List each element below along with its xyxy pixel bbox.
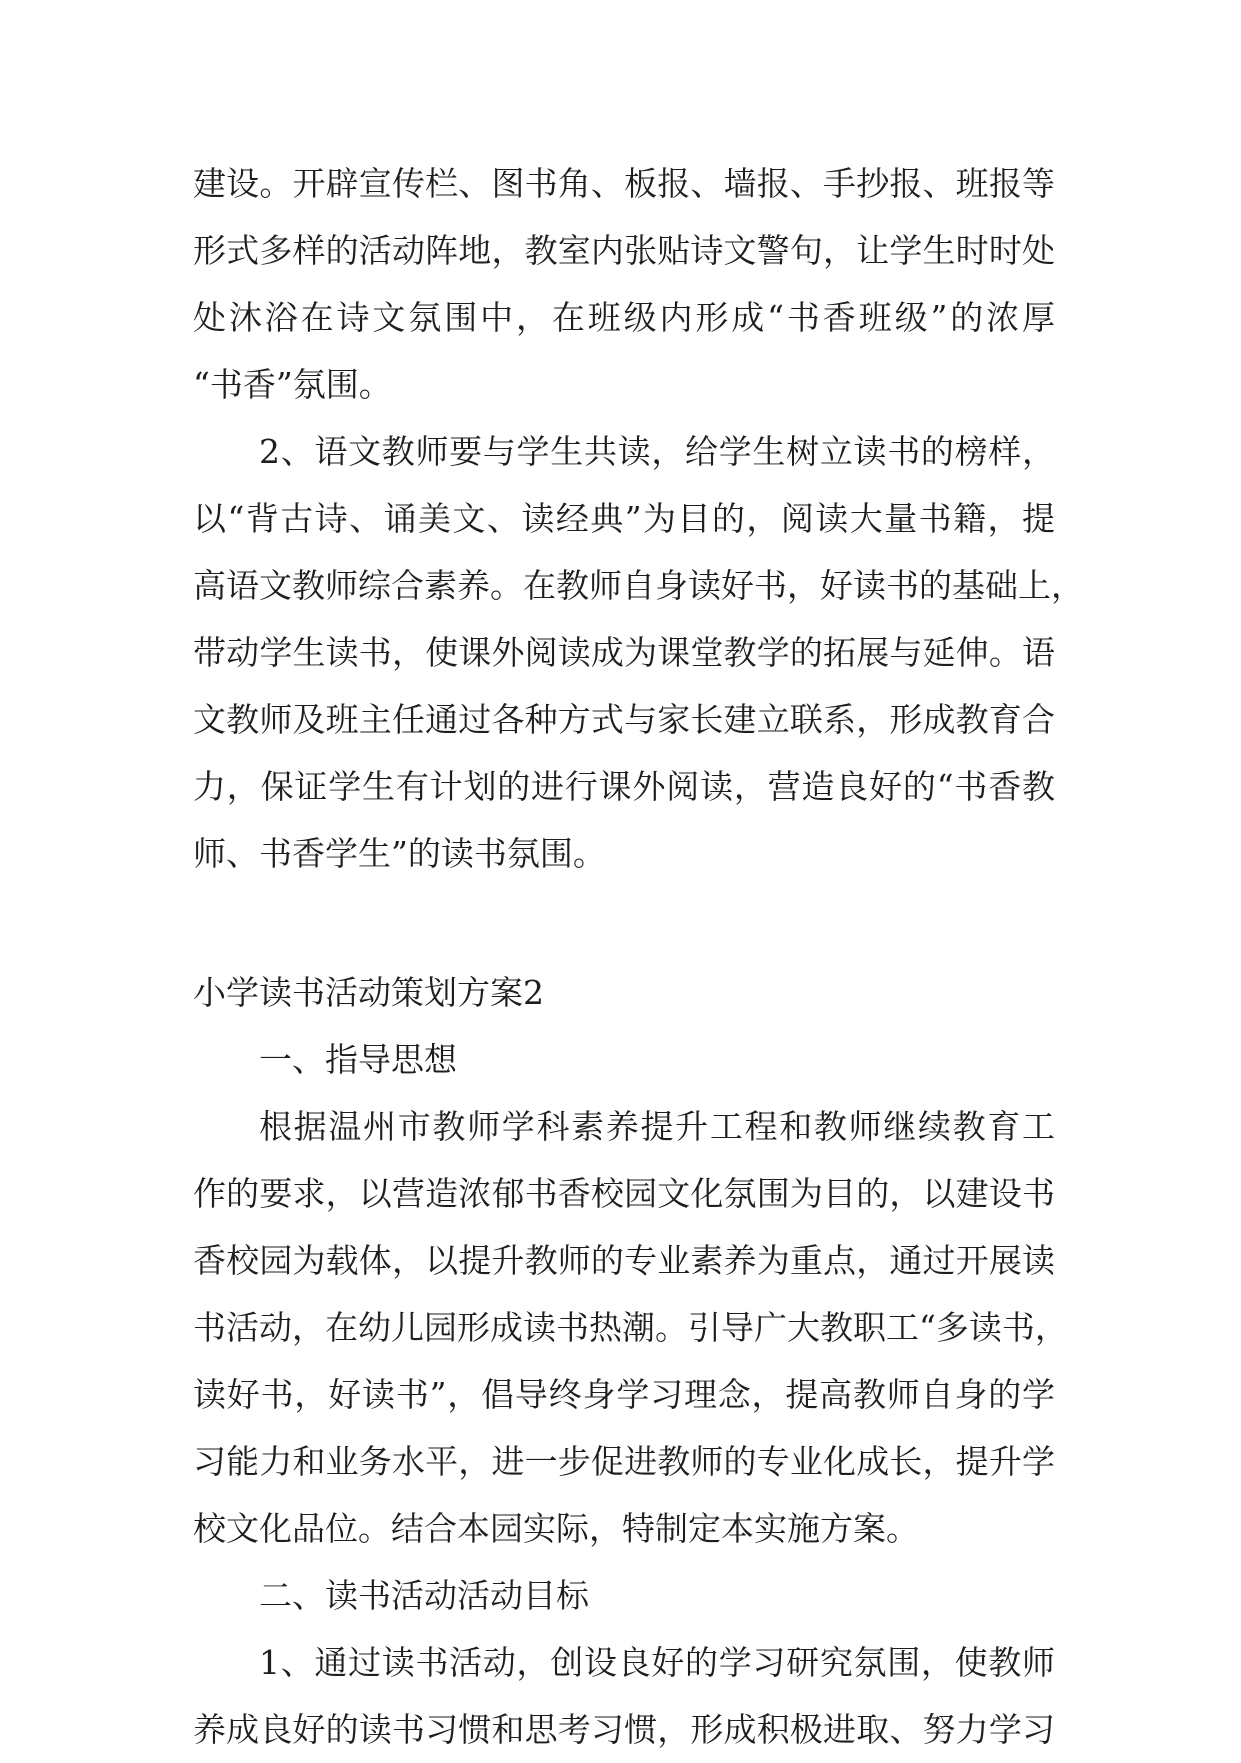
paragraph-line: 力，保证学生有计划的进行课外阅读，营造良好的“书香教 [193,767,1055,806]
guiding-paragraph [193,1093,1068,1562]
section-spacer [193,887,1055,959]
heading-guiding-thought: 一、指导思想 [259,1040,457,1079]
paragraph-line: 作的要求，以营造浓郁书香校园文化氛围为目的，以建设书 [193,1174,1055,1213]
paragraph-line: 根据温州市教师学科素养提升工程和教师继续教育工 [259,1107,1055,1146]
intro-paragraph [193,150,1055,418]
paragraph-line: 香校园为载体，以提升教师的专业素养为重点，通过开展读 [193,1241,1055,1280]
paragraph-line: 高语文教师综合素养。在教师自身读好书，好读书的基础上， [193,566,1084,605]
paragraph-line: 读好书，好读书”，倡导终身学习理念，提高教师自身的学 [193,1375,1055,1414]
paragraph-line: 形式多样的活动阵地，教室内张贴诗文警句，让学生时时处 [193,231,1055,270]
paragraph-line: 处沐浴在诗文氛围中，在班级内形成“书香班级”的浓厚 [193,298,1055,337]
paragraph-line: 校文化品位。结合本园实际，特制定本实施方案。 [193,1509,919,1548]
paragraph-line: “书香”氛围。 [193,365,392,404]
paragraph-line: 养成良好的读书习惯和思考习惯，形成积极进取、努力学习 [193,1710,1055,1749]
item-2-paragraph [193,418,1084,887]
paragraph-line: 建设。开辟宣传栏、图书角、板报、墙报、手抄报、班报等 [193,164,1055,203]
document-page [193,150,1084,1763]
paragraph-line: 1、通过读书活动，创设良好的学习研究氛围，使教师 [259,1643,1055,1682]
paragraph-line: 文教师及班主任通过各种方式与家长建立联系，形成教育合 [193,700,1055,739]
paragraph-line: 2、语文教师要与学生共读，给学生树立读书的榜样， [259,432,1055,471]
paragraph-line: 师、书香学生”的读书氛围。 [193,834,606,873]
paragraph-line: 以“背古诗、诵美文、读经典”为目的，阅读大量书籍，提 [193,499,1055,538]
paragraph-line: 习能力和业务水平，进一步促进教师的专业化成长，提升学 [193,1442,1055,1481]
paragraph-line: 书活动，在幼儿园形成读书热潮。引导广大教职工“多读书， [193,1308,1068,1347]
heading-activity-goals: 二、读书活动活动目标 [259,1576,589,1615]
paragraph-line: 带动学生读书，使课外阅读成为课堂教学的拓展与延伸。语 [193,633,1055,672]
goal-1-paragraph [193,1629,1055,1763]
section-title: 小学读书活动策划方案2 [193,973,544,1012]
